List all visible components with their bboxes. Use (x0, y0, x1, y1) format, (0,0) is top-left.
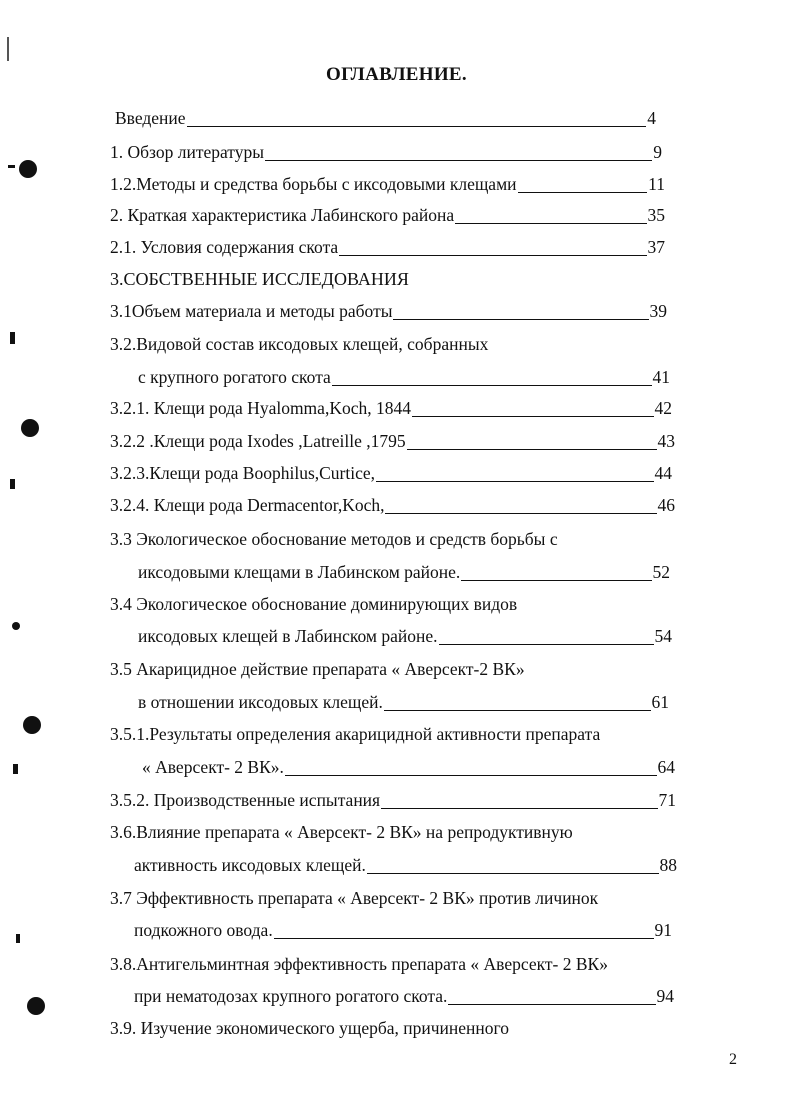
toc-entry (138, 690, 669, 714)
toc-entry-text: Введение (115, 108, 186, 128)
toc-leader-line (339, 255, 646, 256)
toc-entry-text: активность иксодовых клещей. (134, 855, 366, 875)
toc-entry-text: 3.5.1.Результаты определения акарицидной активности препарата (110, 724, 601, 744)
toc-entry (110, 203, 665, 227)
toc-entry (110, 235, 665, 259)
toc-leader-line (274, 938, 654, 939)
binding-hole-mark (27, 997, 45, 1015)
scan-mark (13, 764, 18, 774)
toc-entry (138, 624, 672, 648)
toc-entry-page: 91 (654, 920, 672, 940)
toc-entry-text: « Аверсект- 2 ВК». (142, 757, 284, 777)
toc-entry (134, 853, 677, 877)
toc-entry-text: 3.7 Эффективность препарата « Аверсект- 2 ВК» против личинок (110, 888, 599, 908)
toc-entry-text: 3.2.2 .Клещи рода Ixodes ,Latreille ,1795 (110, 431, 406, 451)
page-title: ОГЛАВЛЕНИЕ. (326, 64, 467, 85)
toc-entry (110, 1016, 509, 1040)
toc-entry-page: 35 (647, 205, 665, 225)
toc-leader-line (461, 580, 651, 581)
toc-leader-line (412, 416, 654, 417)
toc-entry-text: 3.4 Экологическое обоснование доминирующих видов (110, 594, 518, 614)
toc-entry-page: 37 (647, 237, 665, 257)
toc-entry-text: 3.2.3.Клещи рода Boophilus,Curtice, (110, 463, 376, 483)
toc-entry-text: 3.2.1. Клещи рода Hyalomma,Koch, 1844 (110, 398, 411, 418)
toc-entry (134, 984, 674, 1008)
binding-hole-mark (23, 716, 41, 734)
scan-mark (7, 37, 12, 61)
scan-mark (10, 479, 15, 489)
toc-entry-text: 3.9. Изучение экономического ущерба, причиненного (110, 1018, 510, 1038)
toc-entry-page: 54 (654, 626, 672, 646)
toc-entry-page: 94 (656, 986, 674, 1006)
toc-entry-page: 4 (647, 108, 656, 128)
toc-entry-text: 3.8.Антигельминтная эффективность препарата « Аверсект- 2 ВК» (110, 954, 608, 974)
toc-entry-page: 64 (657, 757, 675, 777)
toc-leader-line (265, 160, 652, 161)
scan-mark (12, 622, 20, 630)
toc-entry-text: 1. Обзор литературы (110, 142, 264, 162)
toc-entry-page: 52 (652, 562, 670, 582)
toc-entry (138, 365, 670, 389)
toc-leader-line (407, 449, 657, 450)
toc-entry-text: 3.2.4. Клещи рода Dermacentor,Koch, (110, 495, 385, 515)
scan-mark (10, 332, 15, 344)
toc-entry-text: 3.1Объем материала и методы работы (110, 301, 393, 321)
toc-entry-page: 61 (651, 692, 669, 712)
toc-leader-line (381, 808, 657, 809)
toc-entry (110, 886, 598, 910)
toc-entry (134, 918, 672, 942)
toc-entry-text: 1.2.Методы и средства борьбы с иксодовыми клещами (110, 174, 517, 194)
toc-entry-text: с крупного рогатого скота (138, 367, 331, 387)
toc-leader-line (384, 710, 651, 711)
toc-entry-page: 41 (652, 367, 670, 387)
toc-leader-line (187, 126, 647, 127)
toc-entry (110, 493, 675, 517)
toc-entry (110, 952, 608, 976)
toc-entry-text: иксодовыми клещами в Лабинском районе. (138, 562, 461, 582)
toc-entry (110, 657, 525, 681)
binding-hole-mark (19, 160, 37, 178)
page-number: 2 (729, 1051, 737, 1068)
toc-entry-page: 44 (654, 463, 672, 483)
toc-entry-page: 9 (653, 142, 662, 162)
toc-entry-page: 11 (648, 174, 665, 194)
toc-entry-text: 3.6.Влияние препарата « Аверсект- 2 ВК» на репродуктивную (110, 822, 573, 842)
toc-entry-text: 3.3 Экологическое обоснование методов и средств борьбы с (110, 529, 558, 549)
toc-leader-line (448, 1004, 655, 1005)
toc-entry (110, 429, 675, 453)
toc-entry-page: 46 (657, 495, 675, 515)
toc-section-heading (110, 267, 409, 291)
toc-entry (110, 788, 676, 812)
toc-entry (142, 755, 675, 779)
toc-entry (138, 560, 670, 584)
toc-entry (110, 299, 667, 323)
toc-entry-text: подкожного овода. (134, 920, 273, 940)
toc-entry (115, 106, 656, 130)
toc-entry (110, 172, 665, 196)
toc-entry-text: 2. Краткая характеристика Лабинского района (110, 205, 455, 225)
toc-entry-page: 39 (649, 301, 667, 321)
toc-entry-page: 88 (659, 855, 677, 875)
toc-entry-page: 43 (657, 431, 675, 451)
toc-entry-text: при нематодозах крупного рогатого скота. (134, 986, 448, 1006)
toc-entry-text: 2.1. Условия содержания скота (110, 237, 339, 257)
toc-entry (110, 722, 600, 746)
toc-leader-line (385, 513, 656, 514)
toc-entry (110, 820, 573, 844)
toc-leader-line (439, 644, 654, 645)
toc-entry-text: 3.СОБСТВЕННЫЕ ИССЛЕДОВАНИЯ (110, 269, 409, 289)
toc-leader-line (285, 775, 657, 776)
toc-leader-line (455, 223, 646, 224)
binding-hole-mark (21, 419, 39, 437)
toc-entry-text: 3.5 Акарицидное действие препарата « Аверсект-2 ВК» (110, 659, 525, 679)
toc-entry-text: иксодовых клещей в Лабинском районе. (138, 626, 438, 646)
toc-leader-line (332, 385, 652, 386)
scan-mark (8, 165, 15, 168)
toc-entry-text: 3.2.Видовой состав иксодовых клещей, собранных (110, 334, 489, 354)
toc-entry (110, 461, 672, 485)
toc-entry (110, 527, 558, 551)
toc-entry (110, 396, 672, 420)
toc-entry (110, 332, 488, 356)
toc-entry-text: 3.5.2. Производственные испытания (110, 790, 381, 810)
toc-entry (110, 592, 517, 616)
toc-entry-page: 71 (658, 790, 676, 810)
scan-mark (16, 934, 20, 943)
toc-leader-line (367, 873, 659, 874)
toc-entry (110, 140, 662, 164)
toc-leader-line (376, 481, 653, 482)
toc-entry-text: в отношении иксодовых клещей. (138, 692, 383, 712)
toc-entry-page: 42 (654, 398, 672, 418)
toc-leader-line (518, 192, 648, 193)
toc-leader-line (393, 319, 648, 320)
